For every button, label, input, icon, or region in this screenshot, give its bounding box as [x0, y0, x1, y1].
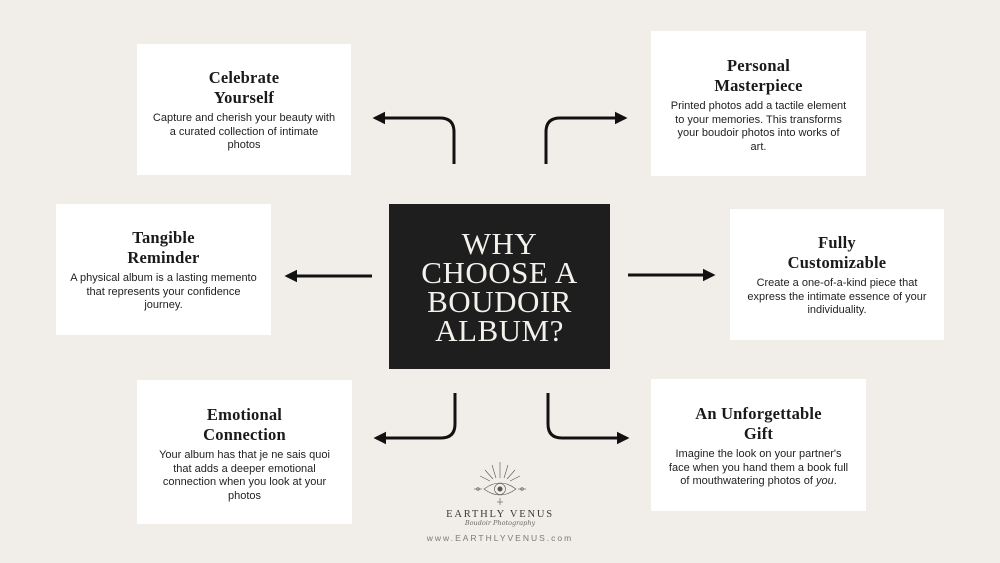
card-celebrate-yourself [137, 44, 351, 175]
card-description: A physical album is a lasting memento that represents your confidence journey. [70, 272, 257, 311]
card-personal-masterpiece [651, 31, 866, 176]
card-fully-customizable [730, 209, 944, 340]
card-title: Celebrate Yourself [208, 68, 280, 107]
eye-sunburst-icon [470, 458, 530, 508]
card-tangible-reminder [56, 204, 271, 335]
card-description: Your album has that je ne sais quoi that adds a deeper emotional connection when you look at your photos [159, 449, 330, 502]
brand-name: EARTHLY VENUS [446, 509, 554, 520]
website-url: www.EARTHLYVENUS.com [426, 533, 574, 543]
card-description-end: . [833, 475, 837, 487]
card-description: Capture and cherish your beauty with a curated collection of intimate photos [152, 112, 336, 151]
card-unforgettable-gift [651, 379, 866, 511]
card-title: Fully Customizable [787, 233, 887, 272]
arrow-to-emotional [376, 393, 455, 438]
card-description-emphasis: you [815, 475, 834, 487]
card-title: Emotional Connection [203, 405, 286, 444]
arrow-to-celebrate [375, 118, 454, 164]
card-title: Tangible Reminder [127, 228, 200, 267]
card-title: Personal Masterpiece [714, 56, 803, 95]
card-description: Create a one-of-a-kind piece that express the intimate essence of your individuality. [747, 277, 927, 316]
arrow-to-masterpiece [546, 118, 625, 164]
card-title: An Unforgettable Gift [695, 404, 822, 443]
card-description [661, 448, 856, 489]
center-heading-box [389, 204, 610, 369]
brand-tagline: Boudoir Photography [464, 519, 536, 527]
card-emotional-connection [137, 380, 352, 524]
card-description: Printed photos add a tactile element to your memories. This transforms your boudoir photos into works of art. [670, 100, 847, 153]
brand-logo [430, 458, 570, 527]
center-heading: WHY CHOOSE A BOUDOIR ALBUM? [421, 225, 578, 348]
card-description-text: Imagine the look on your partner's face when you hand them a book full of mouthwatering photos of [668, 448, 849, 487]
arrow-to-gift [548, 393, 627, 438]
